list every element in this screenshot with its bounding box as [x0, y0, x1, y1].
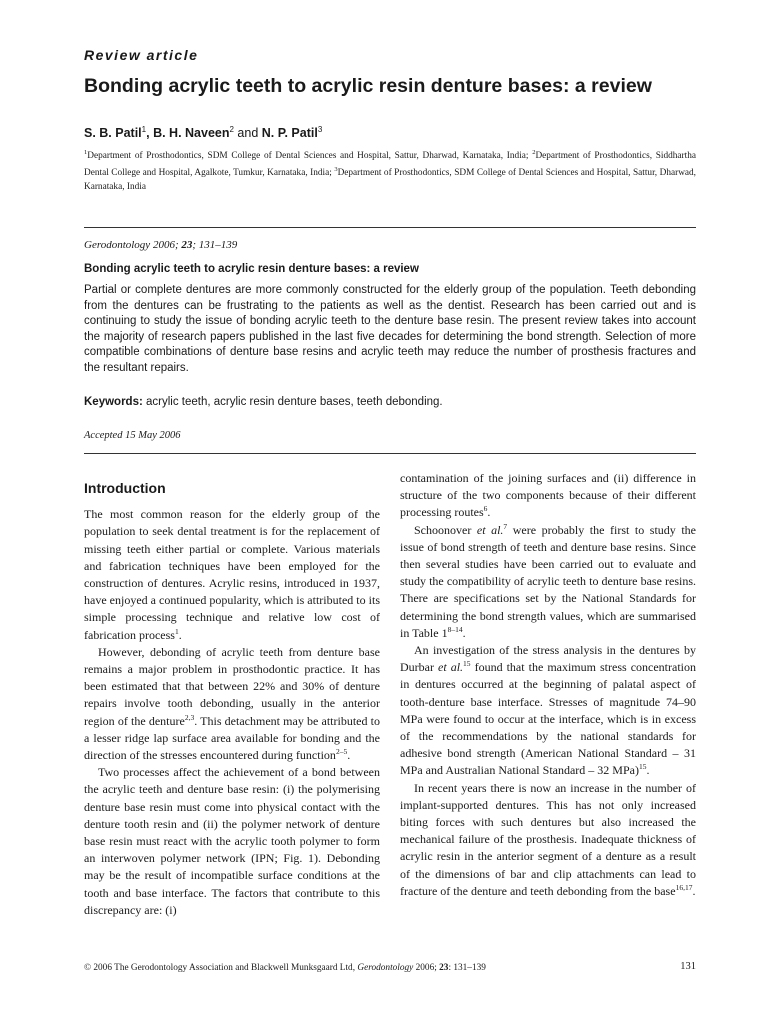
- body-column-right: [400, 470, 696, 900]
- author-sup: 2: [229, 125, 234, 134]
- affil-text: Department of Prosthodontics, SDM College of Dental Sciences and Hospital, Sattur, Dharwad, Karnataka, India;: [87, 151, 533, 162]
- citation-volume: 23: [181, 239, 193, 251]
- author-sup: 3: [317, 125, 323, 134]
- author-sup: 1: [141, 125, 147, 134]
- paper-title: Bonding acrylic teeth to acrylic resin denture bases: a review: [84, 75, 652, 97]
- citation-pages: ; 131–139: [192, 239, 238, 251]
- affil-text: Department of Prosthodontics, Siddhartha Dental College and Hospital, Agalkote, Tumkur, Karnataka, India;: [84, 151, 696, 179]
- affil-sup: 3: [334, 166, 338, 174]
- affil-sup: 1: [84, 149, 88, 156]
- body-paragraph: contamination of the joining surfaces and (ii) difference in structure of the two components because of their different processing routes$^6$.: [400, 471, 696, 520]
- footer-copyright: © 2006 The Gerodontology Association and Blackwell Munksgaard Ltd, Gerodontology 2006; 23: 131–139: [84, 963, 486, 973]
- keywords-line: [84, 396, 443, 408]
- body-paragraph: An investigation of the stress analysis in the dentures by Durbar et al.$^{15}$ found that the maximum stress concentration in dentures occurred at the beginning of palatal aspect of tooth-denture base interface. Stresses of magnitude 74–90 MPa were found to occur at the interface, which is in excess of the recommendations by the national standards for adhesive bond strength (American National Standard – 31 MPa and Australian National Standard – 32 MPa)$^{15}$.: [400, 643, 697, 778]
- affil-text: Department of Prosthodontics, SDM College of Dental Sciences and Hospital, Sattur, Dharwad, Karnataka, India: [84, 168, 697, 192]
- body-paragraph: The most common reason for the elderly group of the population to seek dental treatment is for the replacement of missing teeth either partial or complete. Various materials and fabrication techniques have been employed for the construction of dentures. Acrylic resins, introduced in 1937, have enjoyed a continued popularity, which is attributed to its simple processing technique and relative low cost of fabrication process$^1$.: [84, 507, 380, 642]
- author-list: S. B. Patil$^1$, B. H. Naveen$^2$ and N. P. Patil$^3$: [84, 125, 323, 141]
- body-paragraph: However, debonding of acrylic teeth from denture base remains a major problem in prosthodontic practice. It has been estimated that that between 22% and 30% of denture repairs involve tooth debonding, usually in the anterior region of the denture$^{2,3}$. This detachment may be attributed to a lesser ridge lap surface area available for bonding and the direction of the stresses encountered during function$^{2-5}$.: [84, 644, 380, 763]
- affiliations: [84, 146, 696, 194]
- top-divider: [84, 227, 696, 228]
- accepted-date: Accepted 15 May 2006: [84, 430, 181, 441]
- author-name: N. P. Patil: [261, 126, 318, 141]
- abstract-divider: [84, 453, 696, 454]
- page-number: 131: [680, 961, 696, 972]
- section-heading: Introduction: [84, 480, 166, 496]
- author-and: and: [237, 126, 259, 141]
- author-name: B. H. Naveen: [153, 126, 230, 141]
- keywords-text: acrylic teeth, acrylic resin denture bases, teeth debonding.: [146, 396, 443, 408]
- citation-journal: Gerodontology 2006;: [84, 239, 182, 251]
- abstract-title: Bonding acrylic teeth to acrylic resin denture bases: a review: [84, 263, 419, 275]
- body-paragraph: Schoonover et al.$^7$ were probably the first to study the issue of bond strength of teeth and denture base resins. Since then several studies have been carried out to evaluate and study the compatibility of acrylic teeth to denture base resins. There are specifications set by the National Standards for determining the bond strength values, which are summarised in Table 1$^{8-14}$.: [400, 521, 696, 640]
- body-paragraph: Two processes affect the achievement of a bond between the acrylic teeth and denture base resin: (i) the polymerising denture base resin must come into physical contact with the denture tooth resin and (ii) the polymer network of denture base resin must react with the acrylic tooth polymer to form an interwoven polymer network (IPN; Fig. 1). Debonding may be the result of incompatible surface conditions at the tooth and base interface. The factors that contribute to this discrepancy are: (i): [84, 765, 380, 917]
- keywords-label: Keywords:: [84, 396, 143, 408]
- article-type-label: Review article: [84, 47, 199, 63]
- abstract-text: Partial or complete dentures are more commonly constructed for the elderly group of the population. Teeth debonding from the dentures can be frustrating to the patients as well as the dentist. Research has been carried out and is continuing to study the issue of bonding acrylic teeth to the denture base resin. The present review takes into account the majority of research papers published in the last five decades for determining the bond strength. Selection of more compatible combinations of denture base resins and acrylic teeth may reduce the number of prosthesis fractures and the resultant repairs.: [84, 284, 696, 374]
- journal-citation: [84, 239, 237, 251]
- author-name: S. B. Patil: [84, 126, 142, 141]
- body-column-left: [84, 470, 380, 919]
- body-paragraph: In recent years there is now an increase in the number of implant-supported dentures. This has not only increased biting forces with such dentures but also increased the mechanical failure of the prosthesis. Inadequate thickness of acrylic resin in the anterior segment of a denture as a result of the dimensions of bar and clip attachments can lead to fracture of the denture and teeth debonding from the base$^{16,17}$.: [400, 780, 696, 898]
- affil-sup: 2: [532, 149, 536, 156]
